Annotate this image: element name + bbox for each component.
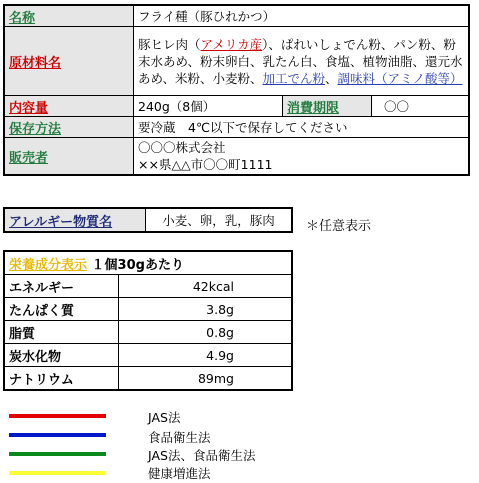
seller-value [134,138,470,176]
name-value: フライ種（豚ひれかつ） [134,5,470,27]
row-content [4,96,469,117]
seller-line: 〇〇〇株式会社 [138,140,226,155]
nutrient-label: たんぱく質 [4,298,119,321]
legend-line-jas [9,414,106,418]
nutrition-header-row [4,251,292,275]
legend-line-health-promotion [9,471,106,475]
ingredients-label: 原材料名 [4,27,134,96]
additive-text: 加工でん粉 [262,70,326,86]
nutrient-value: 42kcal [119,275,293,298]
nutrition-title: 栄養成分表示 [9,257,88,273]
storage-label: 保存方法 [4,117,134,138]
label-table [3,4,470,176]
origin-text: アメリカ産 [200,36,263,52]
content-label: 内容量 [4,96,134,117]
legend-label: JAS法 [148,410,181,425]
nutrition-per: １個30gあたり [91,257,184,273]
name-label: 名称 [4,5,134,27]
nutrient-value: 89mg [119,367,293,391]
nutrition-table [3,250,293,391]
additive-text: 調味料（アミノ酸等） [337,70,463,86]
nutrient-label: 炭水化物 [4,344,119,367]
nutrient-value: 3.8g [119,298,293,321]
row-name [4,5,469,27]
ingredients-part: ）、ぱれいしょでん粉、パン粉、粉末水あめ、粉末卵白、乳たん白、食塩、植物油脂、還元水あめ、米粉、小麦粉、 [138,36,463,86]
legend-label: 食品衛生法 [148,430,211,445]
row-storage [4,117,469,138]
expiry-label: 消費期限 [283,96,372,117]
allergy-label: アレルギー物質名 [4,208,146,232]
nutrition-row [4,298,292,321]
seller-label: 販売者 [4,138,134,176]
nutrient-value: 0.8g [119,321,293,344]
row-allergy [4,208,292,232]
nutrient-label: ナトリウム [4,367,119,391]
ingredients-part: 、 [325,70,338,86]
legend-line-food-sanitation [9,433,106,437]
nutrition-header [4,251,292,275]
row-seller [4,138,469,176]
nutrient-label: エネルギー [4,275,119,298]
nutrient-label: 脂質 [4,321,119,344]
seller-line: ××県△△市〇〇町1111 [138,157,273,172]
storage-value: 要冷蔵 4℃以下で保存してください [134,117,470,138]
allergy-value: 小麦、卵，乳，豚肉 [146,208,293,232]
optional-note: ＊任意表示 [306,219,372,234]
nutrition-row [4,344,292,367]
nutrition-row [4,275,292,298]
nutrient-value: 4.9g [119,344,293,367]
legend-label: 健康増進法 [148,466,211,481]
nutrition-row [4,367,292,391]
ingredients-value [134,27,470,96]
allergy-table [3,207,293,233]
row-ingredients [4,27,469,96]
expiry-value: 〇〇 [372,96,470,117]
legend-label: JAS法、食品衛生法 [148,448,256,463]
nutrition-row [4,321,292,344]
legend-line-both [9,452,106,456]
content-value: 240g（8個） [134,96,283,117]
ingredients-part: 豚ヒレ肉（ [138,36,201,52]
